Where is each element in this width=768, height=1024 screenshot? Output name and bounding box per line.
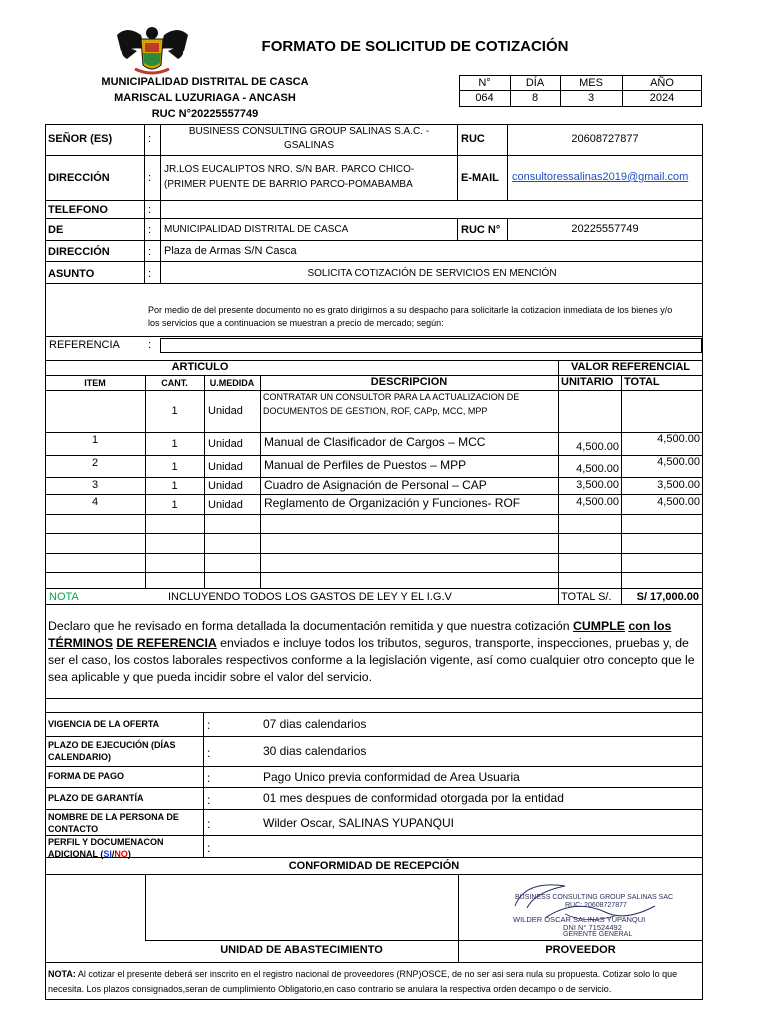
asunto-label: ASUNTO bbox=[48, 268, 95, 280]
conformidad-title: CONFORMIDAD DE RECEPCIÓN bbox=[288, 860, 460, 872]
col-cant: CANT. bbox=[161, 378, 188, 388]
colon: : bbox=[207, 746, 211, 760]
ruc-n-value: 20225557749 bbox=[571, 223, 639, 235]
row4-cant: 1 bbox=[171, 499, 178, 511]
colon: : bbox=[207, 817, 211, 831]
doc-month-header: MES bbox=[579, 77, 603, 89]
col-item: ITEM bbox=[84, 378, 106, 388]
row1-total: 4,500.00 bbox=[657, 433, 700, 445]
doc-number-header: N° bbox=[478, 77, 491, 89]
row2-descripcion: Manual de Perfiles de Puestos – MPP bbox=[264, 458, 467, 472]
row2-item: 2 bbox=[91, 457, 99, 469]
nota-text: INCLUYENDO TODOS LOS GASTOS DE LEY Y EL I.G.V bbox=[168, 591, 452, 603]
doc-day-header: DÍA bbox=[525, 77, 545, 89]
stamp-company: BUSINESS CONSULTING GROUP SALINAS SAC bbox=[515, 894, 674, 901]
row3-cant: 1 bbox=[171, 480, 178, 492]
telefono-label: TELEFONO bbox=[48, 204, 108, 216]
footer-note: NOTA: Al cotizar el presente deberá ser inscrito en el registro nacional de proveedores (RNP)OSCE, de no ser asi sera nula su propuesta. Cotizar solo lo que necesita. Los plazos consignados,seran de cumplimiento Obligatorio,en caso contrario se anulara la respectiva orden decampo o de servicio. bbox=[48, 969, 678, 994]
total-label: TOTAL S/. bbox=[561, 591, 612, 603]
doc-month-value: 3 bbox=[587, 92, 595, 104]
doc-day-value: 8 bbox=[531, 92, 539, 104]
condition-value-vigencia: 07 dias calendarios bbox=[263, 717, 367, 731]
col-unitario: UNITARIO bbox=[561, 376, 614, 388]
row0-cant: 1 bbox=[171, 405, 178, 417]
row1-unitario: 4,500.00 bbox=[576, 441, 619, 453]
colon: : bbox=[207, 841, 211, 855]
stamp-role: GERENTE GENERAL bbox=[563, 931, 633, 938]
org-location: MARISCAL LUZURIAGA - ANCASH bbox=[114, 92, 296, 104]
doc-number-value: 064 bbox=[475, 92, 494, 104]
row1-umedida: Unidad bbox=[208, 438, 243, 450]
org-ruc: RUC N°20225557749 bbox=[151, 108, 259, 120]
colon: : bbox=[148, 172, 152, 184]
row3-total: 3,500.00 bbox=[657, 479, 700, 491]
total-value: S/ 17,000.00 bbox=[636, 591, 699, 603]
row2-unitario: 4,500.00 bbox=[576, 463, 619, 475]
direccion2-label: DIRECCIÓN bbox=[48, 246, 110, 258]
org-name: MUNICIPALIDAD DISTRITAL DE CASCA bbox=[101, 76, 309, 88]
colon: : bbox=[148, 246, 152, 258]
row0-desc-line1: CONTRATAR UN CONSULTOR PARA LA ACTUALIZACION DE bbox=[263, 392, 520, 402]
colon: : bbox=[207, 771, 211, 785]
colon: : bbox=[148, 224, 152, 236]
nota-label: NOTA bbox=[49, 591, 79, 603]
row4-umedida: Unidad bbox=[208, 499, 243, 511]
provider-name-line2: GSALINAS bbox=[283, 140, 335, 151]
ruc-n-label: RUC N° bbox=[461, 224, 501, 236]
senor-label: SEÑOR (ES) bbox=[48, 133, 113, 145]
de-value: MUNICIPALIDAD DISTRITAL DE CASCA bbox=[164, 224, 349, 235]
row2-umedida: Unidad bbox=[208, 461, 243, 473]
referencia-label: REFERENCIA bbox=[49, 339, 120, 351]
condition-label-vigencia: VIGENCIA DE LA OFERTA bbox=[48, 719, 160, 729]
condition-label-garantia: PLAZO DE GARANTÍA bbox=[48, 793, 144, 803]
de-label: DE bbox=[48, 224, 64, 236]
cumple-text: CUMPLE bbox=[572, 619, 625, 633]
condition-value-forma-pago: Pago Unico previa conformidad de Area Usuaria bbox=[263, 770, 520, 784]
declaration-text: Declaro que he revisado en forma detallada la documentación remitida y que nuestra cotización CUMPLE con los TÉRMINOS DE REFERENCIA enviados e incluye todos los tributos, seguros, transporte, inspecciones, pruebas y, de ser el caso, los costos laborales respectivos conforme a la legislación vigente, así como cualquier otro concepto que le sea aplicable y que pueda incidir sobre el valor del servicio. bbox=[48, 619, 695, 684]
provider-address-line2: (PRIMER PUENTE DE BARRIO PARCO-POMABAMBA bbox=[164, 179, 413, 190]
intro-line1: Por medio de del presente documento no es grato dirigirnos a su despacho para solicitarle la cotizacion inmediata de los bienes y/o bbox=[148, 305, 673, 315]
row2-total: 4,500.00 bbox=[657, 456, 700, 468]
row1-descripcion: Manual de Clasificador de Cargos – MCC bbox=[264, 435, 486, 449]
row3-unitario: 3,500.00 bbox=[576, 479, 619, 491]
row0-umedida: Unidad bbox=[208, 405, 243, 417]
unidad-abastecimiento-label: UNIDAD DE ABASTECIMIENTO bbox=[220, 944, 383, 956]
stamp-dni: DNI N° 71524492 bbox=[563, 923, 622, 932]
email-link[interactable]: consultoressalinas2019@gmail.com bbox=[512, 171, 689, 183]
municipal-logo bbox=[115, 25, 190, 77]
row1-item: 1 bbox=[91, 434, 99, 446]
asunto-value: SOLICITA COTIZACIÓN DE SERVICIOS EN MENCIÓN bbox=[307, 268, 557, 279]
direccion-label: DIRECCIÓN bbox=[48, 172, 110, 184]
colon: : bbox=[148, 133, 152, 145]
condition-label-plazo-ejecucion: PLAZO DE EJECUCIÓN (DÍAS CALENDARIO) bbox=[48, 740, 176, 762]
ruc-label: RUC bbox=[461, 133, 485, 145]
doc-year-header: AÑO bbox=[650, 77, 674, 89]
direccion2-value: Plaza de Armas S/N Casca bbox=[164, 245, 297, 257]
colon: : bbox=[148, 268, 152, 280]
row0-desc-line2: DOCUMENTOS DE GESTION, ROF, CAPp, MCC, MPP bbox=[263, 406, 488, 416]
row2-cant: 1 bbox=[171, 461, 178, 473]
col-total: TOTAL bbox=[624, 376, 660, 388]
stamp-name: WILDER OSCAR SALINAS YUPANQUI bbox=[513, 915, 646, 924]
row4-total: 4,500.00 bbox=[657, 496, 700, 508]
row3-umedida: Unidad bbox=[208, 480, 243, 492]
proveedor-label: PROVEEDOR bbox=[545, 944, 616, 956]
row4-item: 4 bbox=[91, 496, 99, 508]
colon: : bbox=[148, 204, 152, 216]
condition-label-contacto: NOMBRE DE LA PERSONA DE CONTACTO bbox=[48, 812, 179, 834]
colon: : bbox=[207, 718, 211, 732]
col-umedida: U.MEDIDA bbox=[209, 378, 255, 388]
condition-value-garantia: 01 mes despues de conformidad otorgada por la entidad bbox=[263, 791, 564, 805]
row3-descripcion: Cuadro de Asignación de Personal – CAP bbox=[264, 478, 487, 492]
colon: : bbox=[148, 339, 152, 351]
perfil-label: PERFIL Y DOCUMENACON ADICIONAL (SI/NO) bbox=[48, 837, 164, 859]
ruc-value: 20608727877 bbox=[571, 133, 639, 145]
condition-value-contacto: Wilder Oscar, SALINAS YUPANQUI bbox=[263, 816, 454, 830]
doc-year-value: 2024 bbox=[649, 92, 675, 104]
group-articulo: ARTICULO bbox=[171, 361, 229, 373]
stamp-ruc: RUC: 20608727877 bbox=[565, 902, 627, 909]
col-descripcion: DESCRIPCION bbox=[370, 376, 448, 388]
row4-descripcion: Reglamento de Organización y Funciones- ROF bbox=[264, 496, 521, 510]
row3-item: 3 bbox=[91, 479, 99, 491]
condition-value-plazo-ejecucion: 30 dias calendarios bbox=[263, 744, 367, 758]
row4-unitario: 4,500.00 bbox=[576, 496, 619, 508]
provider-address: JR.LOS EUCALIPTOS NRO. S/N BAR. PARCO CHICO- bbox=[164, 164, 415, 175]
document-title: FORMATO DE SOLICITUD DE COTIZACIÓN bbox=[261, 38, 569, 55]
group-valor: VALOR REFERENCIAL bbox=[571, 361, 690, 373]
provider-stamp bbox=[505, 878, 700, 940]
provider-name: BUSINESS CONSULTING GROUP SALINAS S.A.C. - bbox=[188, 126, 430, 137]
intro-line2: los servicios que a continuacion se muestran a precio de mercado; según: bbox=[148, 318, 444, 328]
condition-label-forma-pago: FORMA DE PAGO bbox=[48, 771, 124, 781]
colon: : bbox=[207, 793, 211, 807]
referencia-input[interactable] bbox=[160, 338, 702, 353]
row1-cant: 1 bbox=[171, 438, 178, 450]
email-label: E-MAIL bbox=[461, 172, 499, 184]
